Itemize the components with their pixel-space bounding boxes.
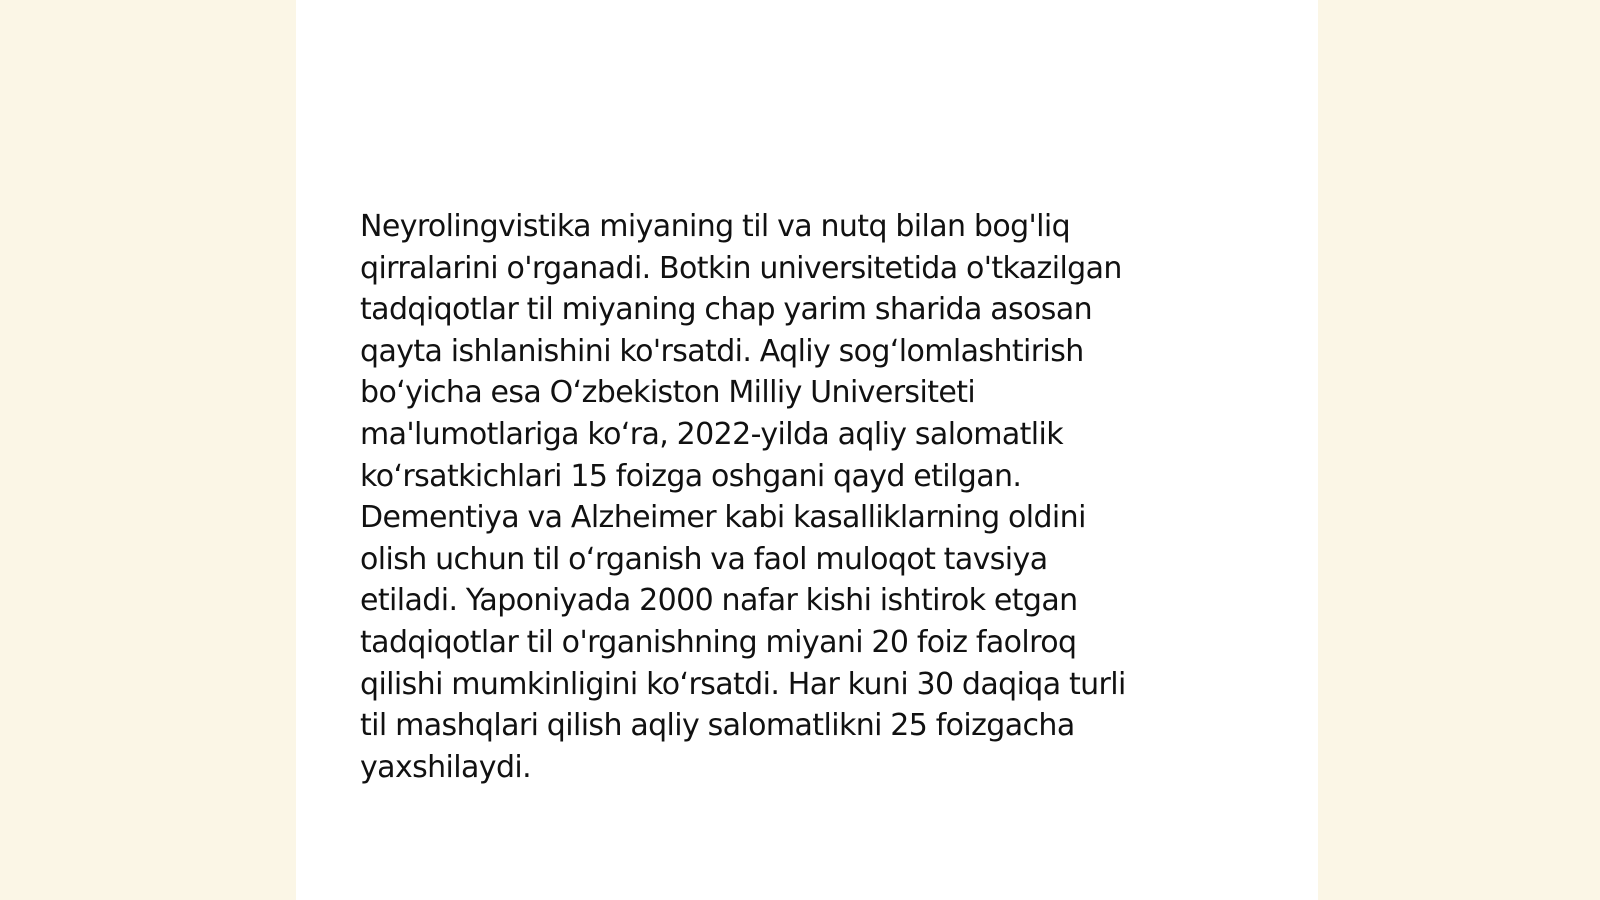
document-page (296, 0, 1318, 900)
paragraph-line: tadqiqotlar til o'rganishning miyani 20 foiz faolroq (360, 624, 1077, 660)
paragraph-line: koʻrsatkichlari 15 foizga oshgani qayd etilgan. (360, 458, 1022, 494)
paragraph-line: qayta ishlanishini ko'rsatdi. Aqliy sogʻlomlashtirish (360, 333, 1084, 369)
paragraph-line: boʻyicha esa Oʻzbekiston Milliy Universiteti (360, 375, 976, 411)
paragraph-line: ma'lumotlariga koʻra, 2022-yilda aqliy salomatlik (360, 416, 1064, 452)
paragraph-line: tadqiqotlar til miyaning chap yarim sharida asosan (360, 292, 1093, 328)
paragraph-line: olish uchun til oʻrganish va faol muloqot tavsiya (360, 541, 1048, 577)
paragraph-line: etiladi. Yaponiyada 2000 nafar kishi ishtirok etgan (360, 583, 1078, 619)
paragraph-line: qirralarini o'rganadi. Botkin universitetida o'tkazilgan (360, 250, 1122, 286)
paragraph-line: yaxshilaydi. (360, 749, 532, 785)
paragraph-line: qilishi mumkinligini koʻrsatdi. Har kuni 30 daqiqa turli (360, 666, 1126, 702)
paragraph-line: Dementiya va Alzheimer kabi kasalliklarning oldini (360, 500, 1086, 536)
paragraph-line: Neyrolingvistika miyaning til va nutq bilan bog'liq (360, 209, 1071, 244)
body-paragraph (360, 206, 1260, 788)
paragraph-line: til mashqlari qilish aqliy salomatlikni 25 foizgacha (360, 708, 1075, 744)
